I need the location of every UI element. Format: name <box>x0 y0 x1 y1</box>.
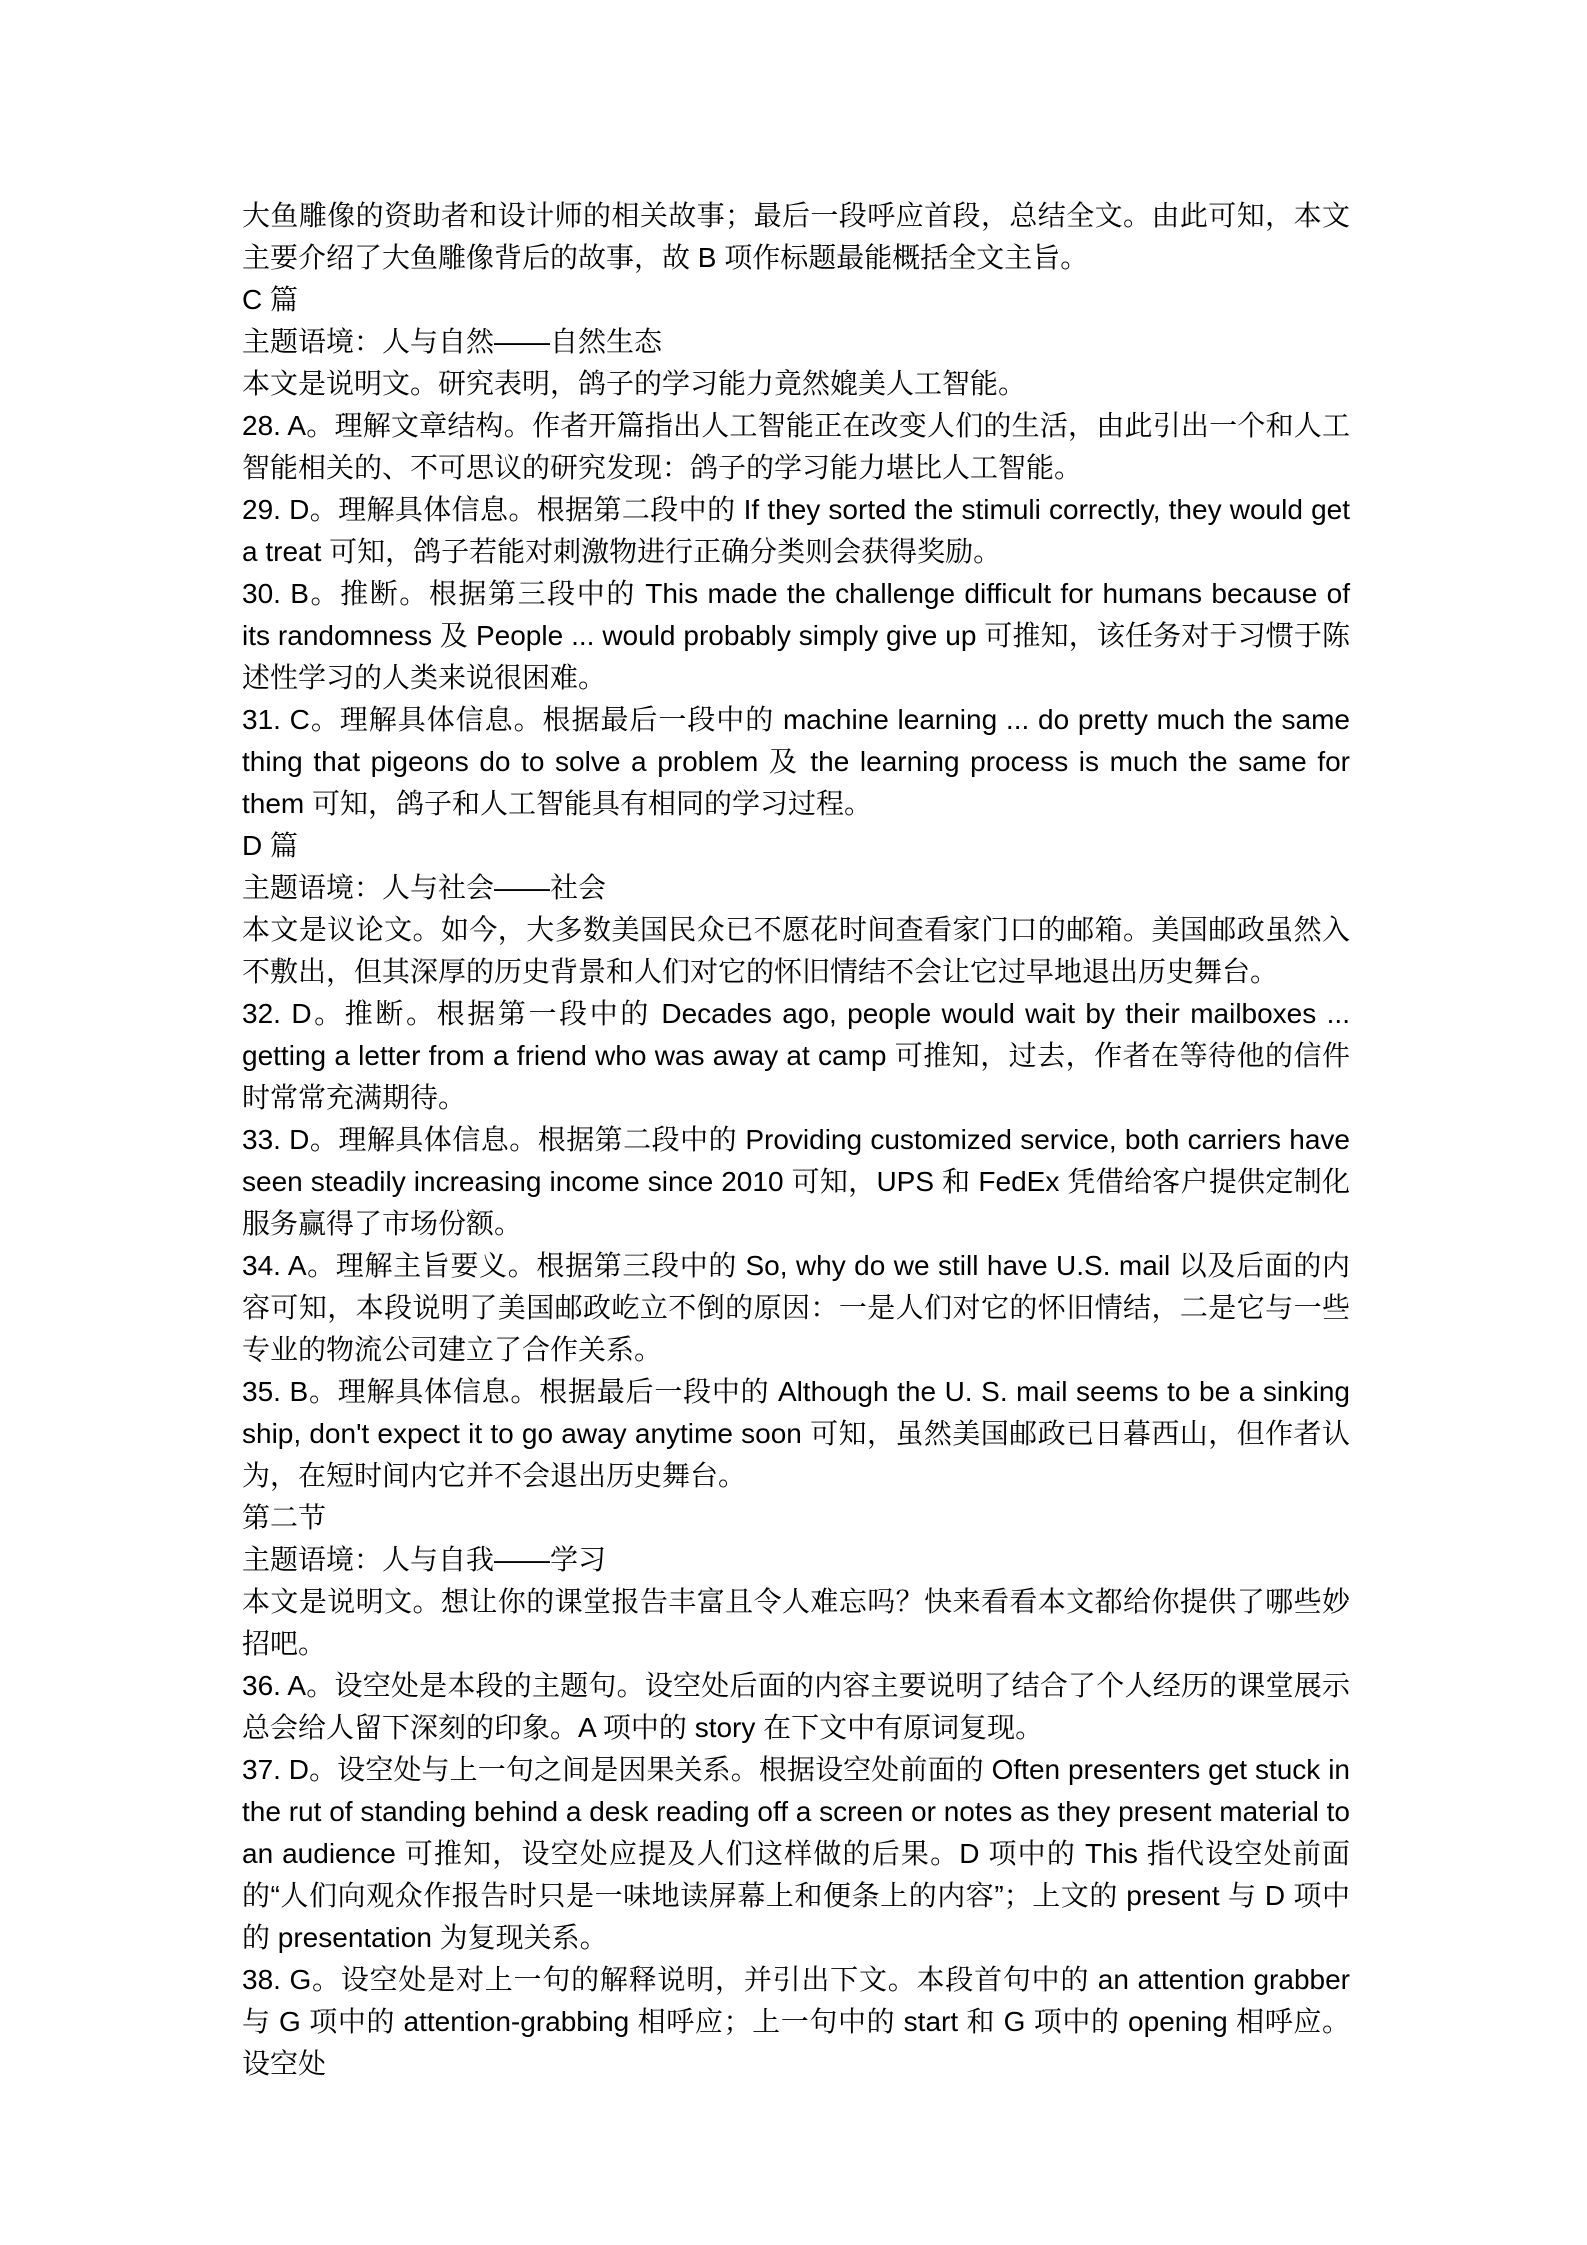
answer-explanation-28: 28. A。理解文章结构。作者开篇指出人工智能正在改变人们的生活，由此引出一个和人工智能相关的、不可思议的研究发现：鸽子的学习能力堪比人工智能。 <box>242 410 1350 483</box>
answer-explanation-36: 36. A。设空处是本段的主题句。设空处后面的内容主要说明了结合了个人经历的课堂展示总会给人留下深刻的印象。A 项中的 story 在下文中有原词复现。 <box>242 1670 1350 1743</box>
passage-d-summary: 本文是议论文。如今，大多数美国民众已不愿花时间查看家门口的邮箱。美国邮政虽然入不敷出，但其深厚的历史背景和人们对它的怀旧情结不会让它过早地退出历史舞台。 <box>242 914 1350 987</box>
answer-explanation-34: 34. A。理解主旨要义。根据第三段中的 So, why do we still have U.S. mail 以及后面的内容可知，本段说明了美国邮政屹立不倒的原因：一是人们对它的怀旧情结，二是它与一些专业的物流公司建立了合作关系。 <box>242 1250 1350 1365</box>
passage-c-summary: 本文是说明文。研究表明，鸽子的学习能力竟然媲美人工智能。 <box>242 368 1027 399</box>
answer-explanation-37: 37. D。设空处与上一句之间是因果关系。根据设空处前面的 Often presenters get stuck in the rut of standing behind a desk reading off a screen or notes as they present material to an audience 可推知，设空处应提及人们这样做的后果。D 项中的 This 指代设空处前面的“人们向观众作报告时只是一味地读屏幕上和便条上的内容”；上文的 present 与 D 项中的 presentation 为复现关系。 <box>242 1754 1350 1953</box>
theme-context-passage-c: 主题语境：人与自然——自然生态 <box>242 326 663 357</box>
answer-explanation-31: 31. C。理解具体信息。根据最后一段中的 machine learning ... do pretty much the same thing that pigeons do to solve a problem 及 the learning process is much the same for them 可知，鸽子和人工智能具有相同的学习过程。 <box>242 704 1350 819</box>
answer-explanation-38: 38. G。设空处是对上一句的解释说明，并引出下文。本段首句中的 an attention grabber 与 G 项中的 attention-grabbing 相呼应；上一句中的 start 和 G 项中的 opening 相呼应。设空处 <box>242 1964 1350 2079</box>
section-heading-part-2: 第二节 <box>242 1502 327 1533</box>
section-heading-passage-c: C 篇 <box>242 284 299 315</box>
answer-explanation-35: 35. B。理解具体信息。根据最后一段中的 Although the U. S. mail seems to be a sinking ship, don't expect it to go away anytime soon 可知，虽然美国邮政已日暮西山，但作者认为，在短时间内它并不会退出历史舞台。 <box>242 1376 1350 1491</box>
answer-explanation-32: 32. D。推断。根据第一段中的 Decades ago, people would wait by their mailboxes ... getting a letter from a friend who was away at camp 可推知，过去，作者在等待他的信件时常常充满期待。 <box>242 998 1350 1113</box>
theme-context-part-2: 主题语境：人与自我——学习 <box>242 1544 607 1575</box>
section-heading-passage-d: D 篇 <box>242 830 299 861</box>
answer-explanation-29: 29. D。理解具体信息。根据第二段中的 If they sorted the stimuli correctly, they would get a treat 可知，鸽子若能对刺激物进行正确分类则会获得奖励。 <box>242 494 1350 567</box>
passage-b-analysis-continued: 大鱼雕像的资助者和设计师的相关故事；最后一段呼应首段，总结全文。由此可知，本文主要介绍了大鱼雕像背后的故事，故 B 项作标题最能概括全文主旨。 <box>242 200 1350 273</box>
theme-context-passage-d: 主题语境：人与社会——社会 <box>242 872 607 903</box>
answer-explanation-30: 30. B。推断。根据第三段中的 This made the challenge difficult for humans because of its randomness 及 People ... would probably simply give up 可推知，该任务对于习惯于陈述性学习的人类来说很困难。 <box>242 578 1350 693</box>
part-2-summary: 本文是说明文。想让你的课堂报告丰富且令人难忘吗？快来看看本文都给你提供了哪些妙招吧。 <box>242 1586 1350 1659</box>
answer-explanation-33: 33. D。理解具体信息。根据第二段中的 Providing customized service, both carriers have seen steadily increasing income since 2010 可知，UPS 和 FedEx 凭借给客户提供定制化服务赢得了市场份额。 <box>242 1124 1350 1239</box>
